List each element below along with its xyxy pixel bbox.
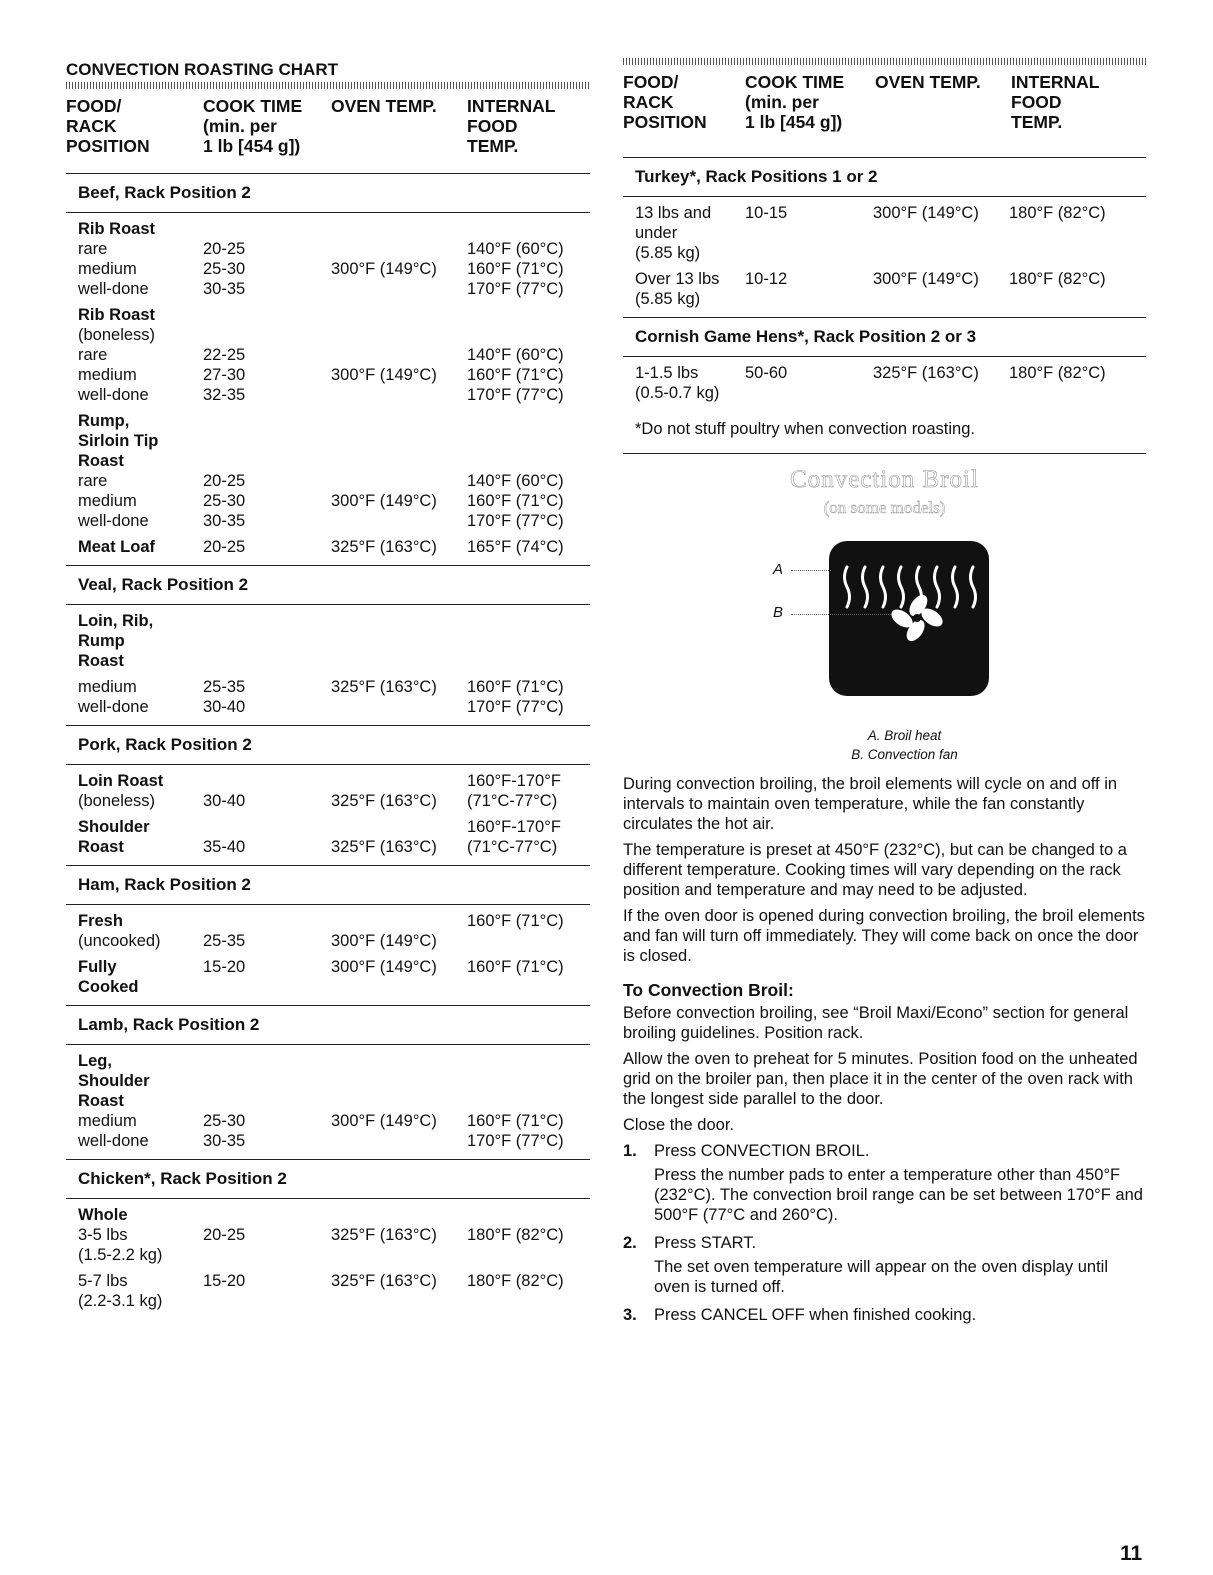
- cell-food: 3-5 lbs (1.5-2.2 kg): [78, 1226, 163, 1264]
- cell-cook-time: 30-35: [203, 280, 246, 298]
- cell-oven-temp: [331, 219, 467, 239]
- table-row: [78, 1271, 590, 1311]
- cell-cook-time: 10-12: [745, 270, 788, 288]
- table-row: [635, 363, 1146, 403]
- cell-internal-temp: 170°F (77°C): [467, 386, 564, 404]
- section-body: [66, 1045, 590, 1159]
- roasting-chart-right: [623, 58, 1146, 1329]
- header-cook-time: COOK TIME (min. per 1 lb [454 g]): [745, 72, 845, 132]
- step-text: Press START.: [654, 1234, 757, 1252]
- cell-food: Loin Roast: [78, 772, 164, 790]
- section-body: [623, 197, 1146, 317]
- cell-cook-time: [203, 325, 331, 345]
- cell-oven-temp: [331, 305, 467, 325]
- paragraph-door: If the oven door is opened during convection broiling, the broil elements and fan will turn off immediately. They will come back on once the door is closed.: [623, 907, 1145, 965]
- cell-food: Leg, Shoulder Roast: [78, 1052, 150, 1110]
- caption-broil-heat: A. Broil heat: [867, 728, 942, 743]
- cell-food: (boneless): [78, 326, 156, 344]
- cell-cook-time: 35-40: [203, 838, 246, 856]
- paragraph-preheat: Allow the oven to preheat for 5 minutes. Position food on the unheated grid on the broiler pan, then place it in the center of the oven rack with the longest side parallel to the door.: [623, 1050, 1138, 1108]
- cell-internal-temp: (71°C-77°C): [467, 838, 558, 856]
- cell-oven-temp: [331, 325, 467, 345]
- cell-cook-time: [203, 817, 331, 837]
- table-row: [78, 345, 590, 365]
- table-row: [78, 611, 590, 671]
- cell-internal-temp: 160°F-170°F: [467, 772, 561, 790]
- cell-food: well-done: [78, 698, 149, 716]
- leader-line-a: [791, 570, 831, 571]
- cell-cook-time: 22-25: [203, 346, 246, 364]
- cell-food: medium: [78, 366, 137, 384]
- table-row: [78, 411, 590, 471]
- cell-food: rare: [78, 346, 108, 364]
- cell-oven-temp: 325°F (163°C): [873, 364, 979, 382]
- cell-cook-time: 20-25: [203, 240, 246, 258]
- cell-internal-temp: [467, 1051, 590, 1111]
- cell-cook-time: 30-40: [203, 792, 246, 810]
- cell-food: well-done: [78, 280, 149, 298]
- cell-internal-temp: [467, 611, 590, 671]
- cell-cook-time: [203, 911, 331, 931]
- cell-cook-time: 20-25: [203, 1226, 246, 1244]
- section-title: Veal, Rack Position 2: [66, 565, 590, 605]
- table-row: [78, 365, 590, 385]
- cell-internal-temp: (71°C-77°C): [467, 792, 558, 810]
- table-row: [78, 817, 590, 837]
- header-cook-time: COOK TIME (min. per 1 lb [454 g]): [203, 96, 303, 156]
- cell-internal-temp: 140°F (60°C): [467, 472, 564, 490]
- cell-cook-time: [203, 1051, 331, 1111]
- cell-oven-temp: 325°F (163°C): [331, 538, 437, 556]
- cell-oven-temp: [331, 911, 467, 931]
- cell-internal-temp: 180°F (82°C): [467, 1226, 564, 1244]
- cell-oven-temp: 325°F (163°C): [331, 838, 437, 856]
- poultry-footnote: *Do not stuff poultry when convection roasting.: [623, 411, 1146, 454]
- caption-convection-fan: B. Convection fan: [851, 747, 958, 762]
- cell-internal-temp: 160°F (71°C): [467, 958, 564, 976]
- cell-cook-time: [203, 771, 331, 791]
- section-title: Cornish Game Hens*, Rack Position 2 or 3: [623, 317, 1146, 357]
- cell-cook-time: 10-15: [745, 204, 788, 222]
- cell-oven-temp: [331, 385, 467, 405]
- leader-line-b: [791, 614, 891, 615]
- cell-oven-temp: [331, 1205, 467, 1225]
- cell-oven-temp: [331, 279, 467, 299]
- table-row: [78, 385, 590, 405]
- step-number: 2.: [623, 1234, 637, 1252]
- cell-oven-temp: [331, 817, 467, 837]
- cell-internal-temp: 140°F (60°C): [467, 240, 564, 258]
- cell-cook-time: [203, 411, 331, 471]
- table-row: [78, 677, 590, 697]
- paragraph-intro: During convection broiling, the broil elements will cycle on and off in intervals to maintain oven temperature, while the fan constantly circulates the hot air.: [623, 775, 1118, 833]
- step-number: 3.: [623, 1306, 637, 1324]
- cell-internal-temp: [467, 411, 590, 471]
- cell-oven-temp: [331, 511, 467, 531]
- table-row: [635, 203, 1146, 263]
- section-title: Pork, Rack Position 2: [66, 725, 590, 765]
- cell-cook-time: [203, 1205, 331, 1225]
- cell-internal-temp: 180°F (82°C): [1009, 204, 1106, 222]
- label-a: A: [773, 561, 784, 578]
- table-row: [78, 1131, 590, 1151]
- table-row: [78, 219, 590, 239]
- cell-internal-temp: 165°F (74°C): [467, 538, 564, 556]
- cell-oven-temp: 300°F (149°C): [331, 366, 437, 384]
- chart-header-row: [623, 69, 1146, 157]
- broil-heat-icon: [829, 541, 989, 696]
- table-row: [78, 771, 590, 791]
- cell-internal-temp: 160°F (71°C): [467, 492, 564, 510]
- step-3: [623, 1305, 1146, 1325]
- cell-food: medium: [78, 1112, 137, 1130]
- cell-internal-temp: [467, 305, 590, 325]
- table-row: [78, 491, 590, 511]
- table-row: [78, 259, 590, 279]
- cell-food: Rump, Sirloin Tip Roast: [78, 412, 159, 470]
- table-row: [78, 837, 590, 857]
- section-body: [66, 765, 590, 865]
- cell-oven-temp: [331, 697, 467, 717]
- oven-cavity-illustration: [829, 541, 989, 696]
- cell-food: Meat Loaf: [78, 538, 156, 556]
- table-row: [78, 279, 590, 299]
- table-row: [635, 269, 1146, 309]
- cell-oven-temp: 325°F (163°C): [331, 1226, 437, 1244]
- section-title: Turkey*, Rack Positions 1 or 2: [623, 157, 1146, 197]
- cell-food: Roast: [78, 838, 124, 856]
- cell-cook-time: 25-30: [203, 260, 246, 278]
- table-row: [78, 305, 590, 325]
- cell-cook-time: 25-30: [203, 492, 246, 510]
- dotted-rule: [623, 58, 1146, 65]
- cell-oven-temp: 300°F (149°C): [331, 260, 437, 278]
- convection-broil-subtitle: (on some models): [823, 498, 946, 517]
- cell-oven-temp: [331, 1131, 467, 1151]
- cell-internal-temp: 160°F (71°C): [467, 366, 564, 384]
- cell-internal-temp: 160°F-170°F: [467, 818, 561, 836]
- subheading-to-convection-broil: To Convection Broil:: [623, 980, 794, 1000]
- table-row: [78, 911, 590, 931]
- cell-oven-temp: 300°F (149°C): [873, 204, 979, 222]
- cell-food: 5-7 lbs (2.2-3.1 kg): [78, 1272, 163, 1310]
- cell-internal-temp: [467, 219, 590, 239]
- table-row: [78, 1225, 590, 1265]
- cell-food: Fresh: [78, 912, 123, 930]
- table-row: [78, 1205, 590, 1225]
- cell-food: (uncooked): [78, 932, 161, 950]
- step-text: Press CANCEL OFF when finished cooking.: [654, 1306, 977, 1324]
- cell-cook-time: 15-20: [203, 958, 246, 976]
- step-text: Press CONVECTION BROIL.: [654, 1142, 870, 1160]
- cell-cook-time: 25-30: [203, 1112, 246, 1130]
- cell-cook-time: 25-35: [203, 678, 246, 696]
- header-internal-temp: INTERNAL FOOD TEMP.: [467, 96, 556, 156]
- convection-fan-icon: [888, 592, 946, 645]
- cell-oven-temp: 300°F (149°C): [331, 1112, 437, 1130]
- step-1-detail: Press the number pads to enter a temperature other than 450°F (232°C). The convection broil range can be set between 170°F and 500°F (77°C and 260°C).: [654, 1166, 1143, 1224]
- chart-header-row: [66, 93, 590, 173]
- table-row: [78, 791, 590, 811]
- cell-food: rare: [78, 240, 108, 258]
- cell-internal-temp: 170°F (77°C): [467, 512, 564, 530]
- label-b: B: [773, 604, 784, 621]
- step-2-detail: The set oven temperature will appear on the oven display until oven is turned off.: [654, 1258, 1109, 1296]
- left-sections: [66, 173, 590, 1319]
- dotted-rule: [66, 82, 590, 89]
- cell-food: Over 13 lbs (5.85 kg): [635, 270, 720, 308]
- cell-cook-time: 20-25: [203, 538, 246, 556]
- cell-internal-temp: 170°F (77°C): [467, 698, 564, 716]
- cell-oven-temp: 300°F (149°C): [331, 492, 437, 510]
- table-row: [78, 537, 590, 557]
- cell-cook-time: [203, 305, 331, 325]
- roasting-chart-left: [66, 58, 590, 1319]
- cell-oven-temp: [331, 611, 467, 671]
- cell-internal-temp: 160°F (71°C): [467, 1112, 564, 1130]
- cell-food: well-done: [78, 386, 149, 404]
- header-oven-temp: OVEN TEMP.: [875, 72, 981, 92]
- cell-food: 13 lbs and under (5.85 kg): [635, 204, 712, 262]
- paragraph-before: Before convection broiling, see “Broil Maxi/Econo” section for general broiling guidelines. Position rack.: [623, 1004, 1129, 1042]
- cell-cook-time: 15-20: [203, 1272, 246, 1290]
- cell-oven-temp: [331, 411, 467, 471]
- table-row: [78, 239, 590, 259]
- convection-broil-title: Convection Broil: [790, 466, 979, 493]
- header-oven-temp: OVEN TEMP.: [331, 96, 437, 116]
- table-row: [78, 1111, 590, 1131]
- cell-food: medium: [78, 260, 137, 278]
- header-food: FOOD/ RACK POSITION: [66, 96, 150, 156]
- paragraph-close-door: Close the door.: [623, 1116, 734, 1134]
- section-body: [66, 213, 590, 565]
- table-row: [78, 1051, 590, 1111]
- cell-internal-temp: 180°F (82°C): [1009, 270, 1106, 288]
- section-title: Ham, Rack Position 2: [66, 865, 590, 905]
- cell-internal-temp: 160°F (71°C): [467, 912, 564, 930]
- header-food: FOOD/ RACK POSITION: [623, 72, 707, 132]
- cell-oven-temp: [331, 471, 467, 491]
- cell-food: Loin, Rib, Rump Roast: [78, 612, 154, 670]
- cell-oven-temp: [331, 771, 467, 791]
- oven-diagram: [623, 526, 1146, 726]
- cell-internal-temp: 180°F (82°C): [1009, 364, 1106, 382]
- section-title: Chicken*, Rack Position 2: [66, 1159, 590, 1199]
- cell-internal-temp: 160°F (71°C): [467, 678, 564, 696]
- cell-food: (boneless): [78, 792, 156, 810]
- section-body: [66, 1199, 590, 1319]
- table-row: [78, 325, 590, 345]
- cell-cook-time: 32-35: [203, 386, 246, 404]
- section-body: [66, 905, 590, 1005]
- right-sections: [623, 157, 1146, 411]
- chart-title: CONVECTION ROASTING CHART: [66, 60, 338, 79]
- table-row: [78, 931, 590, 951]
- cell-oven-temp: [331, 345, 467, 365]
- cell-cook-time: 27-30: [203, 366, 246, 384]
- cell-cook-time: [203, 611, 331, 671]
- section-body: [66, 605, 590, 725]
- cell-food: medium: [78, 492, 137, 510]
- cell-food: Whole: [78, 1206, 128, 1224]
- cell-food: Rib Roast: [78, 220, 156, 238]
- step-1: [623, 1141, 1146, 1161]
- cell-cook-time: 30-40: [203, 698, 246, 716]
- cell-food: 1-1.5 lbs (0.5-0.7 kg): [635, 364, 720, 402]
- header-internal-temp: INTERNAL FOOD TEMP.: [1011, 72, 1100, 132]
- cell-internal-temp: [467, 931, 590, 951]
- cell-internal-temp: 160°F (71°C): [467, 260, 564, 278]
- cell-food: well-done: [78, 1132, 149, 1150]
- cell-oven-temp: 300°F (149°C): [331, 958, 437, 976]
- cell-oven-temp: [331, 239, 467, 259]
- step-number: 1.: [623, 1142, 637, 1160]
- table-row: [78, 471, 590, 491]
- cell-cook-time: 25-35: [203, 932, 246, 950]
- cell-oven-temp: 300°F (149°C): [873, 270, 979, 288]
- cell-internal-temp: [467, 1205, 590, 1225]
- cell-cook-time: 50-60: [745, 364, 788, 382]
- paragraph-temperature: The temperature is preset at 450°F (232°C), but can be changed to a different temperature. Cooking times will vary depending on the rack position and temperature and may need to be adjusted.: [623, 841, 1127, 899]
- cell-oven-temp: 300°F (149°C): [331, 932, 437, 950]
- cell-food: well-done: [78, 512, 149, 530]
- cell-internal-temp: [467, 325, 590, 345]
- cell-food: Fully Cooked: [78, 958, 139, 996]
- page-number: 11: [1120, 1542, 1143, 1565]
- table-row: [78, 957, 590, 997]
- cell-food: Rib Roast: [78, 306, 156, 324]
- cell-internal-temp: 140°F (60°C): [467, 346, 564, 364]
- cell-internal-temp: 170°F (77°C): [467, 1132, 564, 1150]
- table-row: [78, 511, 590, 531]
- cell-oven-temp: 325°F (163°C): [331, 678, 437, 696]
- cell-internal-temp: 170°F (77°C): [467, 280, 564, 298]
- step-2: [623, 1233, 1146, 1253]
- cell-food: Shoulder: [78, 818, 150, 836]
- section-title: Lamb, Rack Position 2: [66, 1005, 590, 1045]
- section-title: Beef, Rack Position 2: [66, 173, 590, 213]
- cell-cook-time: 20-25: [203, 472, 246, 490]
- cell-food: medium: [78, 678, 137, 696]
- cell-oven-temp: 325°F (163°C): [331, 1272, 437, 1290]
- cell-oven-temp: 325°F (163°C): [331, 792, 437, 810]
- section-body: [623, 357, 1146, 411]
- table-row: [78, 697, 590, 717]
- cell-oven-temp: [331, 1051, 467, 1111]
- cell-internal-temp: 180°F (82°C): [467, 1272, 564, 1290]
- cell-cook-time: [203, 219, 331, 239]
- cell-food: rare: [78, 472, 108, 490]
- cell-cook-time: 30-35: [203, 512, 246, 530]
- cell-cook-time: 30-35: [203, 1132, 246, 1150]
